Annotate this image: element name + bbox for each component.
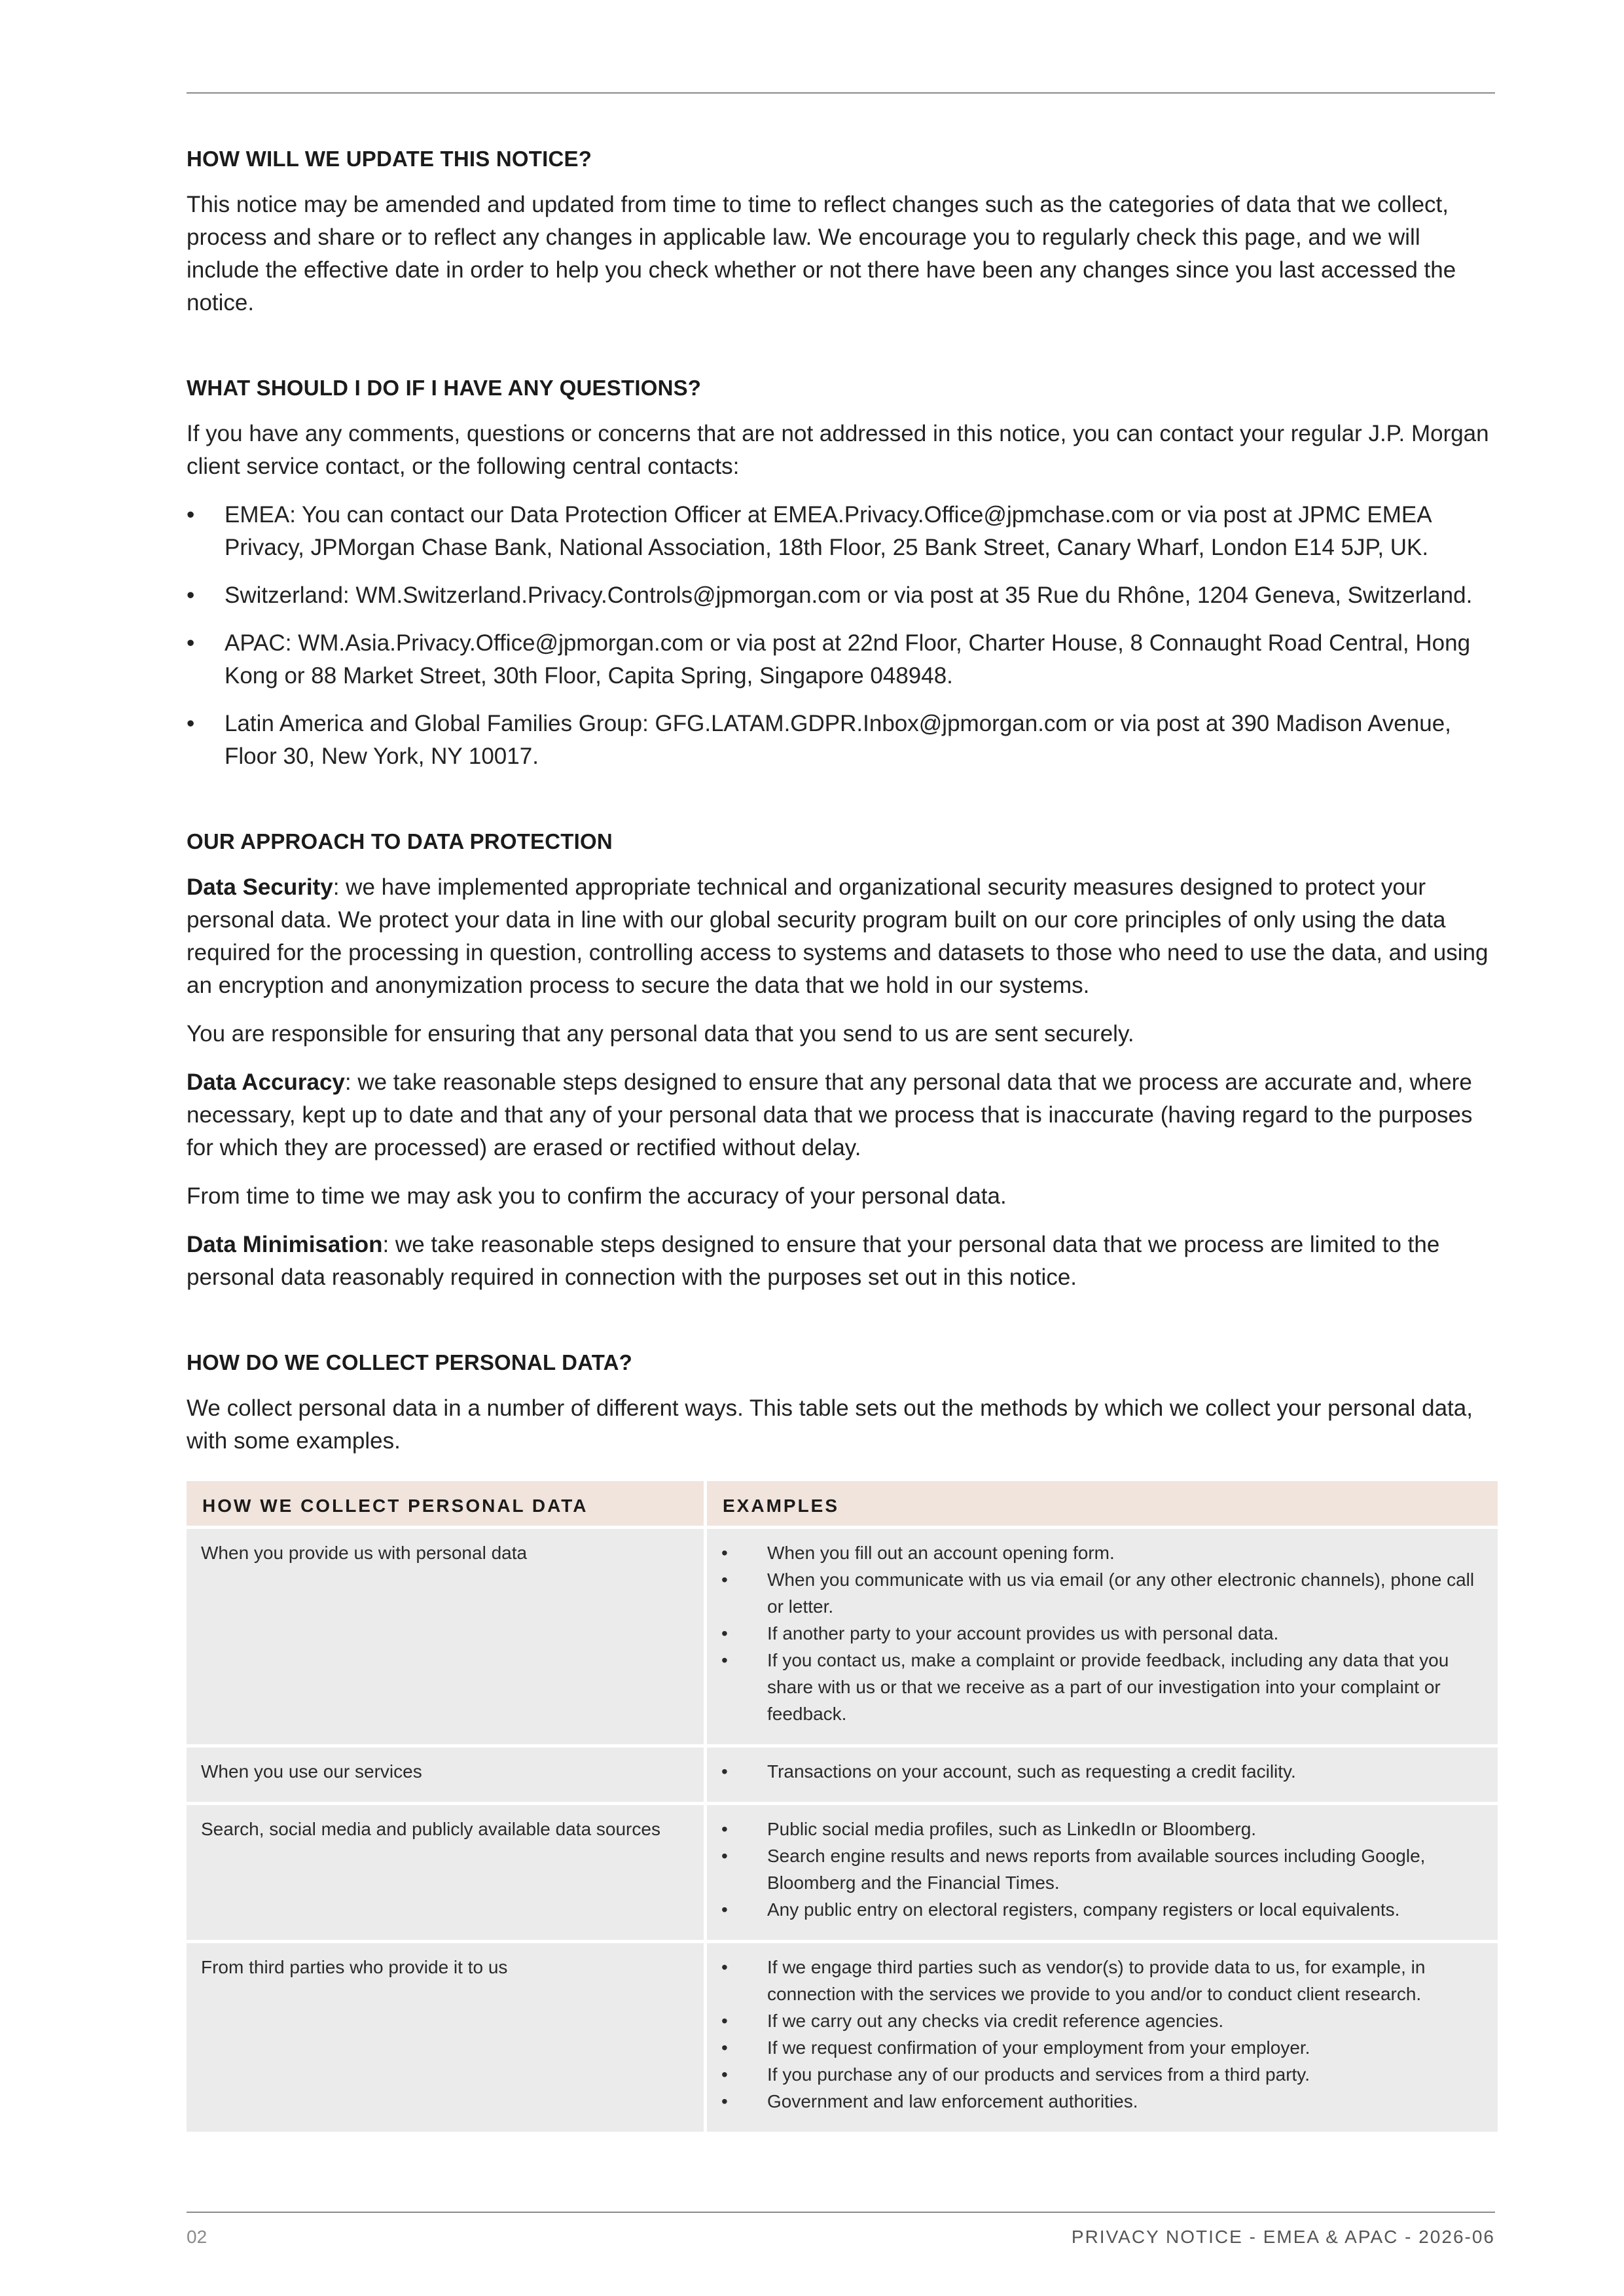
contact-list — [187, 499, 1495, 773]
contact-item-latam: • Latin America and Global Families Group: GFG.LATAM.GDPR.Inbox@jpmorgan.com or via post at 390 Madison Avenue, Floor 30, New York, NY 10017. — [187, 708, 1495, 773]
table-row — [187, 1940, 1498, 2132]
example-item: • When you communicate with us via email (or any other electronic channels), phone call or letter. — [721, 1566, 1483, 1620]
term-description: : we take reasonable steps designed to ensure that your personal data that we process are limited to the personal data reasonably required in connection with the purposes set out in this notice. — [187, 1232, 1440, 1290]
section-heading: HOW DO WE COLLECT PERSONAL DATA? — [187, 1350, 633, 1374]
column-header: EXAMPLES — [704, 1481, 1498, 1526]
contact-item-apac: • APAC: WM.Asia.Privacy.Office@jpmorgan.com or via post at 22nd Floor, Charter House, 8 Connaught Road Central, Hong Kong or 88 Market Street, 30th Floor, Capita Spring, Singapore 048948. — [187, 627, 1495, 692]
examples-list — [721, 1539, 1483, 1727]
contact-item-emea: • EMEA: You can contact our Data Protection Officer at EMEA.Privacy.Office@jpmchase.com or via post at JPMC EMEA Privacy, JPMorgan Chase Bank, National Association, 18th Floor, 25 Bank Street, Canary Wharf, London E14 5JP, UK. — [187, 499, 1495, 564]
example-item: • If another party to your account provides us with personal data. — [721, 1620, 1483, 1647]
page-number: 02 — [187, 2227, 208, 2247]
table-row — [187, 1802, 1498, 1940]
table-header-row — [187, 1481, 1498, 1526]
example-item: • If we engage third parties such as vendor(s) to provide data to us, for example, in connection with the services we provide to you and/or to conduct client research. — [721, 1954, 1483, 2007]
section-collect — [187, 1350, 1495, 2132]
paragraph-data-accuracy — [187, 1066, 1495, 1164]
term-data-minimisation: Data Minimisation — [187, 1232, 383, 1257]
paragraph: From time to time we may ask you to confirm the accuracy of your personal data. — [187, 1183, 1007, 1209]
example-item: • Search engine results and news reports from available sources including Google, Bloomberg and the Financial Times. — [721, 1842, 1483, 1896]
example-item: • Any public entry on electoral registers, company registers or local equivalents. — [721, 1896, 1483, 1923]
examples-cell — [704, 1526, 1498, 1744]
example-item: • If we carry out any checks via credit reference agencies. — [721, 2007, 1483, 2034]
paragraph-data-minimisation — [187, 1229, 1495, 1294]
column-header: HOW WE COLLECT PERSONAL DATA — [187, 1481, 704, 1526]
example-item: • Public social media profiles, such as LinkedIn or Bloomberg. — [721, 1816, 1483, 1842]
example-item: • When you fill out an account opening form. — [721, 1539, 1483, 1566]
top-divider — [187, 92, 1495, 94]
examples-list — [721, 1758, 1483, 1785]
term-data-security: Data Security — [187, 874, 333, 900]
section-questions — [187, 376, 1495, 773]
table-row — [187, 1526, 1498, 1744]
method-cell: When you use our services — [187, 1744, 704, 1802]
section-heading: HOW WILL WE UPDATE THIS NOTICE? — [187, 147, 592, 171]
section-heading: WHAT SHOULD I DO IF I HAVE ANY QUESTIONS? — [187, 376, 702, 400]
document-page — [187, 0, 1495, 2296]
example-item: • If you contact us, make a complaint or provide feedback, including any data that you share with us or that we receive as a part of our investigation into your complaint or feedback. — [721, 1647, 1483, 1727]
term-description: : we have implemented appropriate technical and organizational security measures designed to protect your personal data. We protect your data in line with our global security program built on our core principles of only using the data required for the processing in question, controlling access to systems and datasets to those who need to use the data, and using an encryption and anonymization process to secure the data that we hold in our systems. — [187, 874, 1489, 998]
example-item: • If we request confirmation of your employment from your employer. — [721, 2034, 1483, 2061]
example-item: • If you purchase any of our products and services from a third party. — [721, 2061, 1483, 2088]
examples-cell — [704, 1744, 1498, 1802]
paragraph: If you have any comments, questions or concerns that are not addressed in this notice, you can contact your regular J.P. Morgan client service contact, or the following central contacts: — [187, 421, 1489, 479]
method-cell: From third parties who provide it to us — [187, 1940, 704, 2132]
term-data-accuracy: Data Accuracy — [187, 1069, 345, 1095]
paragraph: We collect personal data in a number of different ways. This table sets out the methods by which we collect your personal data, with some examples. — [187, 1395, 1473, 1454]
examples-cell — [704, 1940, 1498, 2132]
contact-item-switzerland: • Switzerland: WM.Switzerland.Privacy.Controls@jpmorgan.com or via post at 35 Rue du Rhône, 1204 Geneva, Switzerland. — [187, 579, 1495, 612]
method-cell: When you provide us with personal data — [187, 1526, 704, 1744]
table-row — [187, 1744, 1498, 1802]
paragraph: This notice may be amended and updated from time to time to reflect changes such as the categories of data that we collect, process and share or to reflect any changes in applicable law. We encourage you to regularly check this page, and we will include the effective date in order to help you check whether or not there have been any changes since you last accessed the notice. — [187, 192, 1456, 315]
document-title: PRIVACY NOTICE - EMEA & APAC - 2026-06 — [1071, 2227, 1495, 2247]
method-cell: Search, social media and publicly available data sources — [187, 1802, 704, 1940]
paragraph: You are responsible for ensuring that any personal data that you send to us are sent securely. — [187, 1021, 1134, 1047]
collection-methods-table — [187, 1481, 1498, 2132]
example-item: • Government and law enforcement authorities. — [721, 2088, 1483, 2115]
paragraph-data-security — [187, 871, 1495, 1002]
examples-list — [721, 1954, 1483, 2115]
bottom-divider — [187, 2212, 1495, 2213]
section-heading: OUR APPROACH TO DATA PROTECTION — [187, 829, 613, 853]
example-item: • Transactions on your account, such as requesting a credit facility. — [721, 1758, 1483, 1785]
term-description: : we take reasonable steps designed to ensure that any personal data that we process are accurate and, where necessary, kept up to date and that any of your personal data that we process that is inaccurate (having regard to the purposes for which they are processed) are erased or rectified without delay. — [187, 1069, 1473, 1160]
page-content — [187, 147, 1495, 2132]
section-approach — [187, 829, 1495, 1294]
examples-list — [721, 1816, 1483, 1923]
examples-cell — [704, 1802, 1498, 1940]
section-update — [187, 147, 1495, 319]
